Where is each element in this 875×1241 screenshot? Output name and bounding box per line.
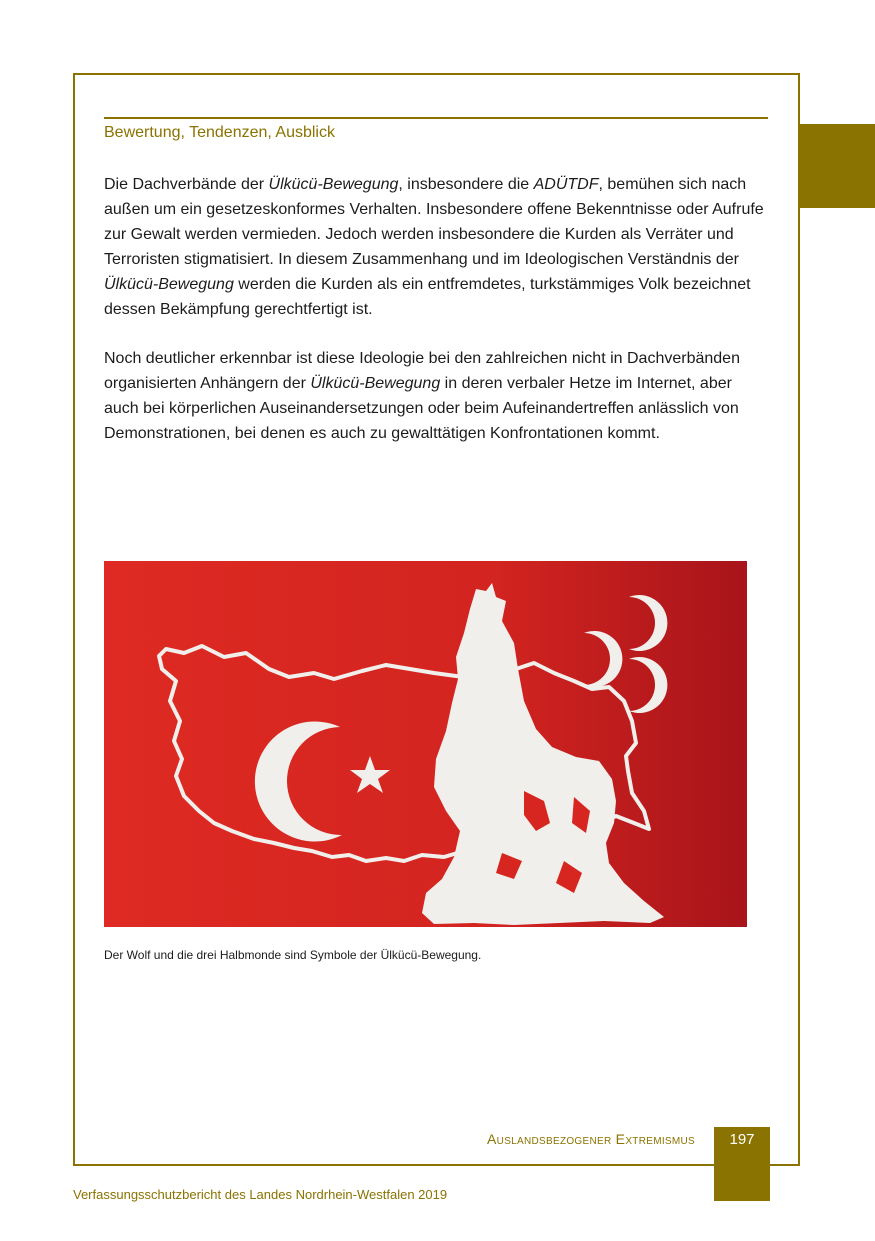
section-rule — [104, 117, 768, 119]
flag-background — [104, 561, 747, 927]
body-paragraph-2 — [104, 346, 764, 446]
body-paragraph-1 — [104, 172, 764, 322]
text-run: Die Dachverbände der — [104, 176, 269, 193]
page-number: 197 — [729, 1131, 755, 1148]
italic-term: ADÜTDF — [533, 176, 599, 193]
page-number-box — [714, 1127, 770, 1201]
text-run: , bemühen sich nach außen um ein gesetzeskonformes Verhalten. Insbesondere offene Bekenntnisse oder Aufrufe zur Gewalt werden vermieden. Jedoch werden insbesondere die Kurden als Verräter und Terroristen stigmatisiert. In diesem Zusammenhang und im Ideologischen Verständnis der — [104, 176, 764, 268]
ulkucu-flag-photo — [104, 561, 747, 927]
section-heading: Bewertung, Tendenzen, Ausblick — [104, 124, 335, 141]
text-run: in deren verbaler Hetze im Internet, aber auch bei körperlichen Auseinandersetzungen oder beim Aufeinandertreffen anlässlich von Demonstrationen, bei denen es auch zu gewalttätigen Konfrontationen kommt. — [104, 375, 739, 442]
running-head: Auslandsbezogener Extremismus — [487, 1131, 695, 1147]
italic-term: Ülkücü-Bewegung — [310, 375, 441, 392]
chapter-tab-marker — [799, 124, 875, 208]
italic-term: Ülkücü-Bewegung — [268, 176, 399, 193]
text-run: werden die Kurden als ein entfremdetes, turkstämmiges Volk bezeichnet dessen Bekämpfung gerechtfertigt ist. — [104, 276, 751, 318]
text-run: Noch deutlicher erkennbar ist diese Ideologie bei den zahlreichen nicht in Dachverbänden organisierten Anhängern der — [104, 350, 740, 392]
footer-publication-title: Verfassungsschutzbericht des Landes Nordrhein-Westfalen 2019 — [73, 1187, 448, 1202]
text-run: , insbesondere die — [398, 176, 534, 193]
italic-term: Ülkücü-Bewegung — [104, 276, 234, 293]
figure-caption: Der Wolf und die drei Halbmonde sind Symbole der Ülkücü-Bewegung. — [104, 948, 482, 962]
